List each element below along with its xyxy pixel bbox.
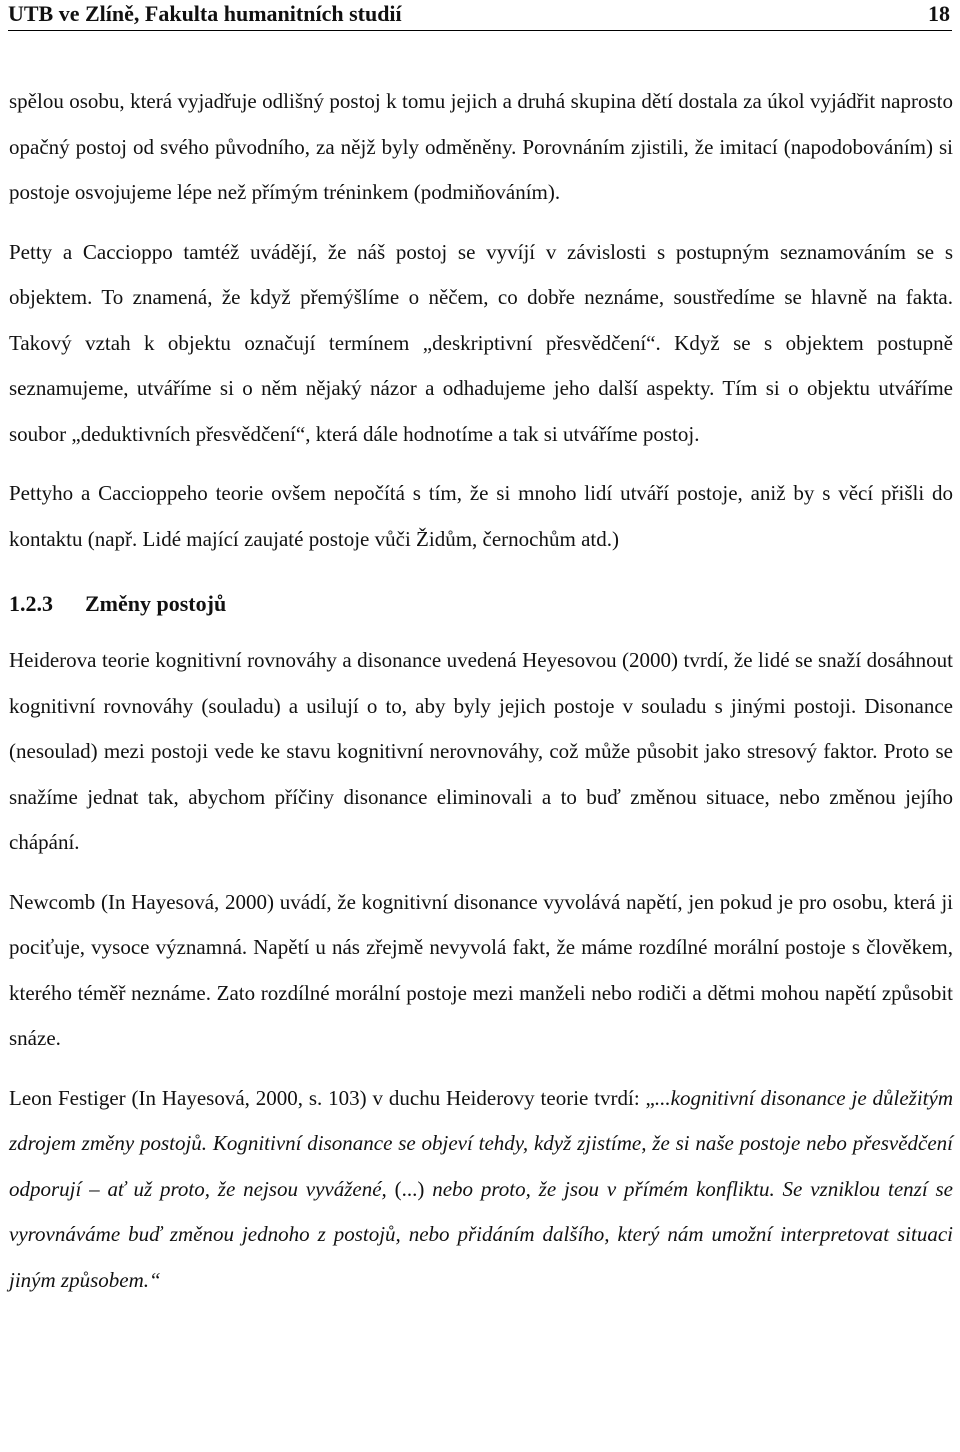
header-institution: UTB ve Zlíně, Fakulta humanitních studií bbox=[8, 1, 402, 26]
quote-part-c: nebo proto, že jsou v přímém konfliktu. Se vzniklou tenzí se vyrovnáváme buď změnou jednoho z postojů, nebo přidáním dalšího, který nám umožní interpretovat situaci jiným způsobem. bbox=[9, 1176, 954, 1292]
paragraph-5: Newcomb (In Hayesová, 2000) uvádí, že kognitivní disonance vyvolává napětí, jen pokud je pro osobu, která ji pociťuje, vysoce významná. Napětí u nás zřejmě nevyvolá fakt, že máme rozdílné morální postoje s člověkem, kterého téměř neznáme. Zato rozdílné morální postoje mezi manželi nebo rodiči a dětmi mohou napětí způsobit snáze. bbox=[9, 889, 953, 1050]
page-header bbox=[8, 0, 952, 31]
paragraph-3: Pettyho a Caccioppeho teorie ovšem nepočítá s tím, že si mnoho lidí utváří postoje, aniž by s věcí přišli do kontaktu (např. Lidé mající zaujaté postoje vůči Židům, černochům atd.) bbox=[9, 481, 953, 551]
section-title: Změny postojů bbox=[85, 591, 227, 616]
quote-part-a: ...kognitivní disonance je důležitým zdrojem změny postojů. Kognitivní disonance se objeví tehdy, když zjistíme, že si naše postoje nebo přesvědčení odporují bbox=[9, 1085, 953, 1201]
quote-part-b: ať už proto, že nejsou vyvážené, bbox=[107, 1176, 395, 1201]
header-page-number: 18 bbox=[928, 1, 950, 26]
quote-ellipsis: (...) bbox=[394, 1176, 425, 1201]
section-number: 1.2.3 bbox=[9, 591, 53, 616]
paragraph-4: Heiderova teorie kognitivní rovnováhy a disonance uvedená Heyesovou (2000) tvrdí, že lidé se snaží dosáhnout kognitivní rovnováhy (souladu) a usilují o to, aby byly jejich postoje v souladu s jinými postoji. Disonance (nesoulad) mezi postoji vede ke stavu kognitivní nerovnováhy, což může působit jako stresový faktor. Proto se snažíme jednat tak, abychom příčiny disonance eliminovali a to buď změnou situace, nebo změnou jejího chápání. bbox=[9, 648, 953, 854]
paragraph-6 bbox=[9, 1076, 953, 1304]
quote-close: “ bbox=[149, 1267, 161, 1292]
document-body bbox=[9, 79, 953, 1317]
section-heading bbox=[9, 582, 953, 626]
quote-dash: – bbox=[81, 1176, 108, 1201]
paragraph-1: spělou osobu, která vyjadřuje odlišný postoj k tomu jejich a druhá skupina dětí dostala za úkol vyjádřit naprosto opačný postoj od svého původního, za nějž byly odměněny. Porovnáním zjistili, že imitací (napodobováním) si postoje osvojujeme lépe než přímým tréninkem (podmiňováním). bbox=[9, 89, 953, 204]
quote-lead: Leon Festiger (In Hayesová, 2000, s. 103) v duchu Heiderovy teorie tvrdí: „ bbox=[9, 1085, 655, 1110]
paragraph-2: Petty a Caccioppo tamtéž uvádějí, že náš postoj se vyvíjí v závislosti s postupným seznamováním se s objektem. To znamená, že když přemýšlíme o něčem, co dobře neznáme, soustředíme se hlavně na fakta. Takový vztah k objektu označují termínem „deskriptivní přesvědčení“. Když se s objektem postupně seznamujeme, utváříme si o něm nějaký názor a odhadujeme jeho další aspekty. Tím si o objektu utváříme soubor „deduktivních přesvědčení“, která dále hodnotíme a tak si utváříme postoj. bbox=[9, 239, 953, 446]
